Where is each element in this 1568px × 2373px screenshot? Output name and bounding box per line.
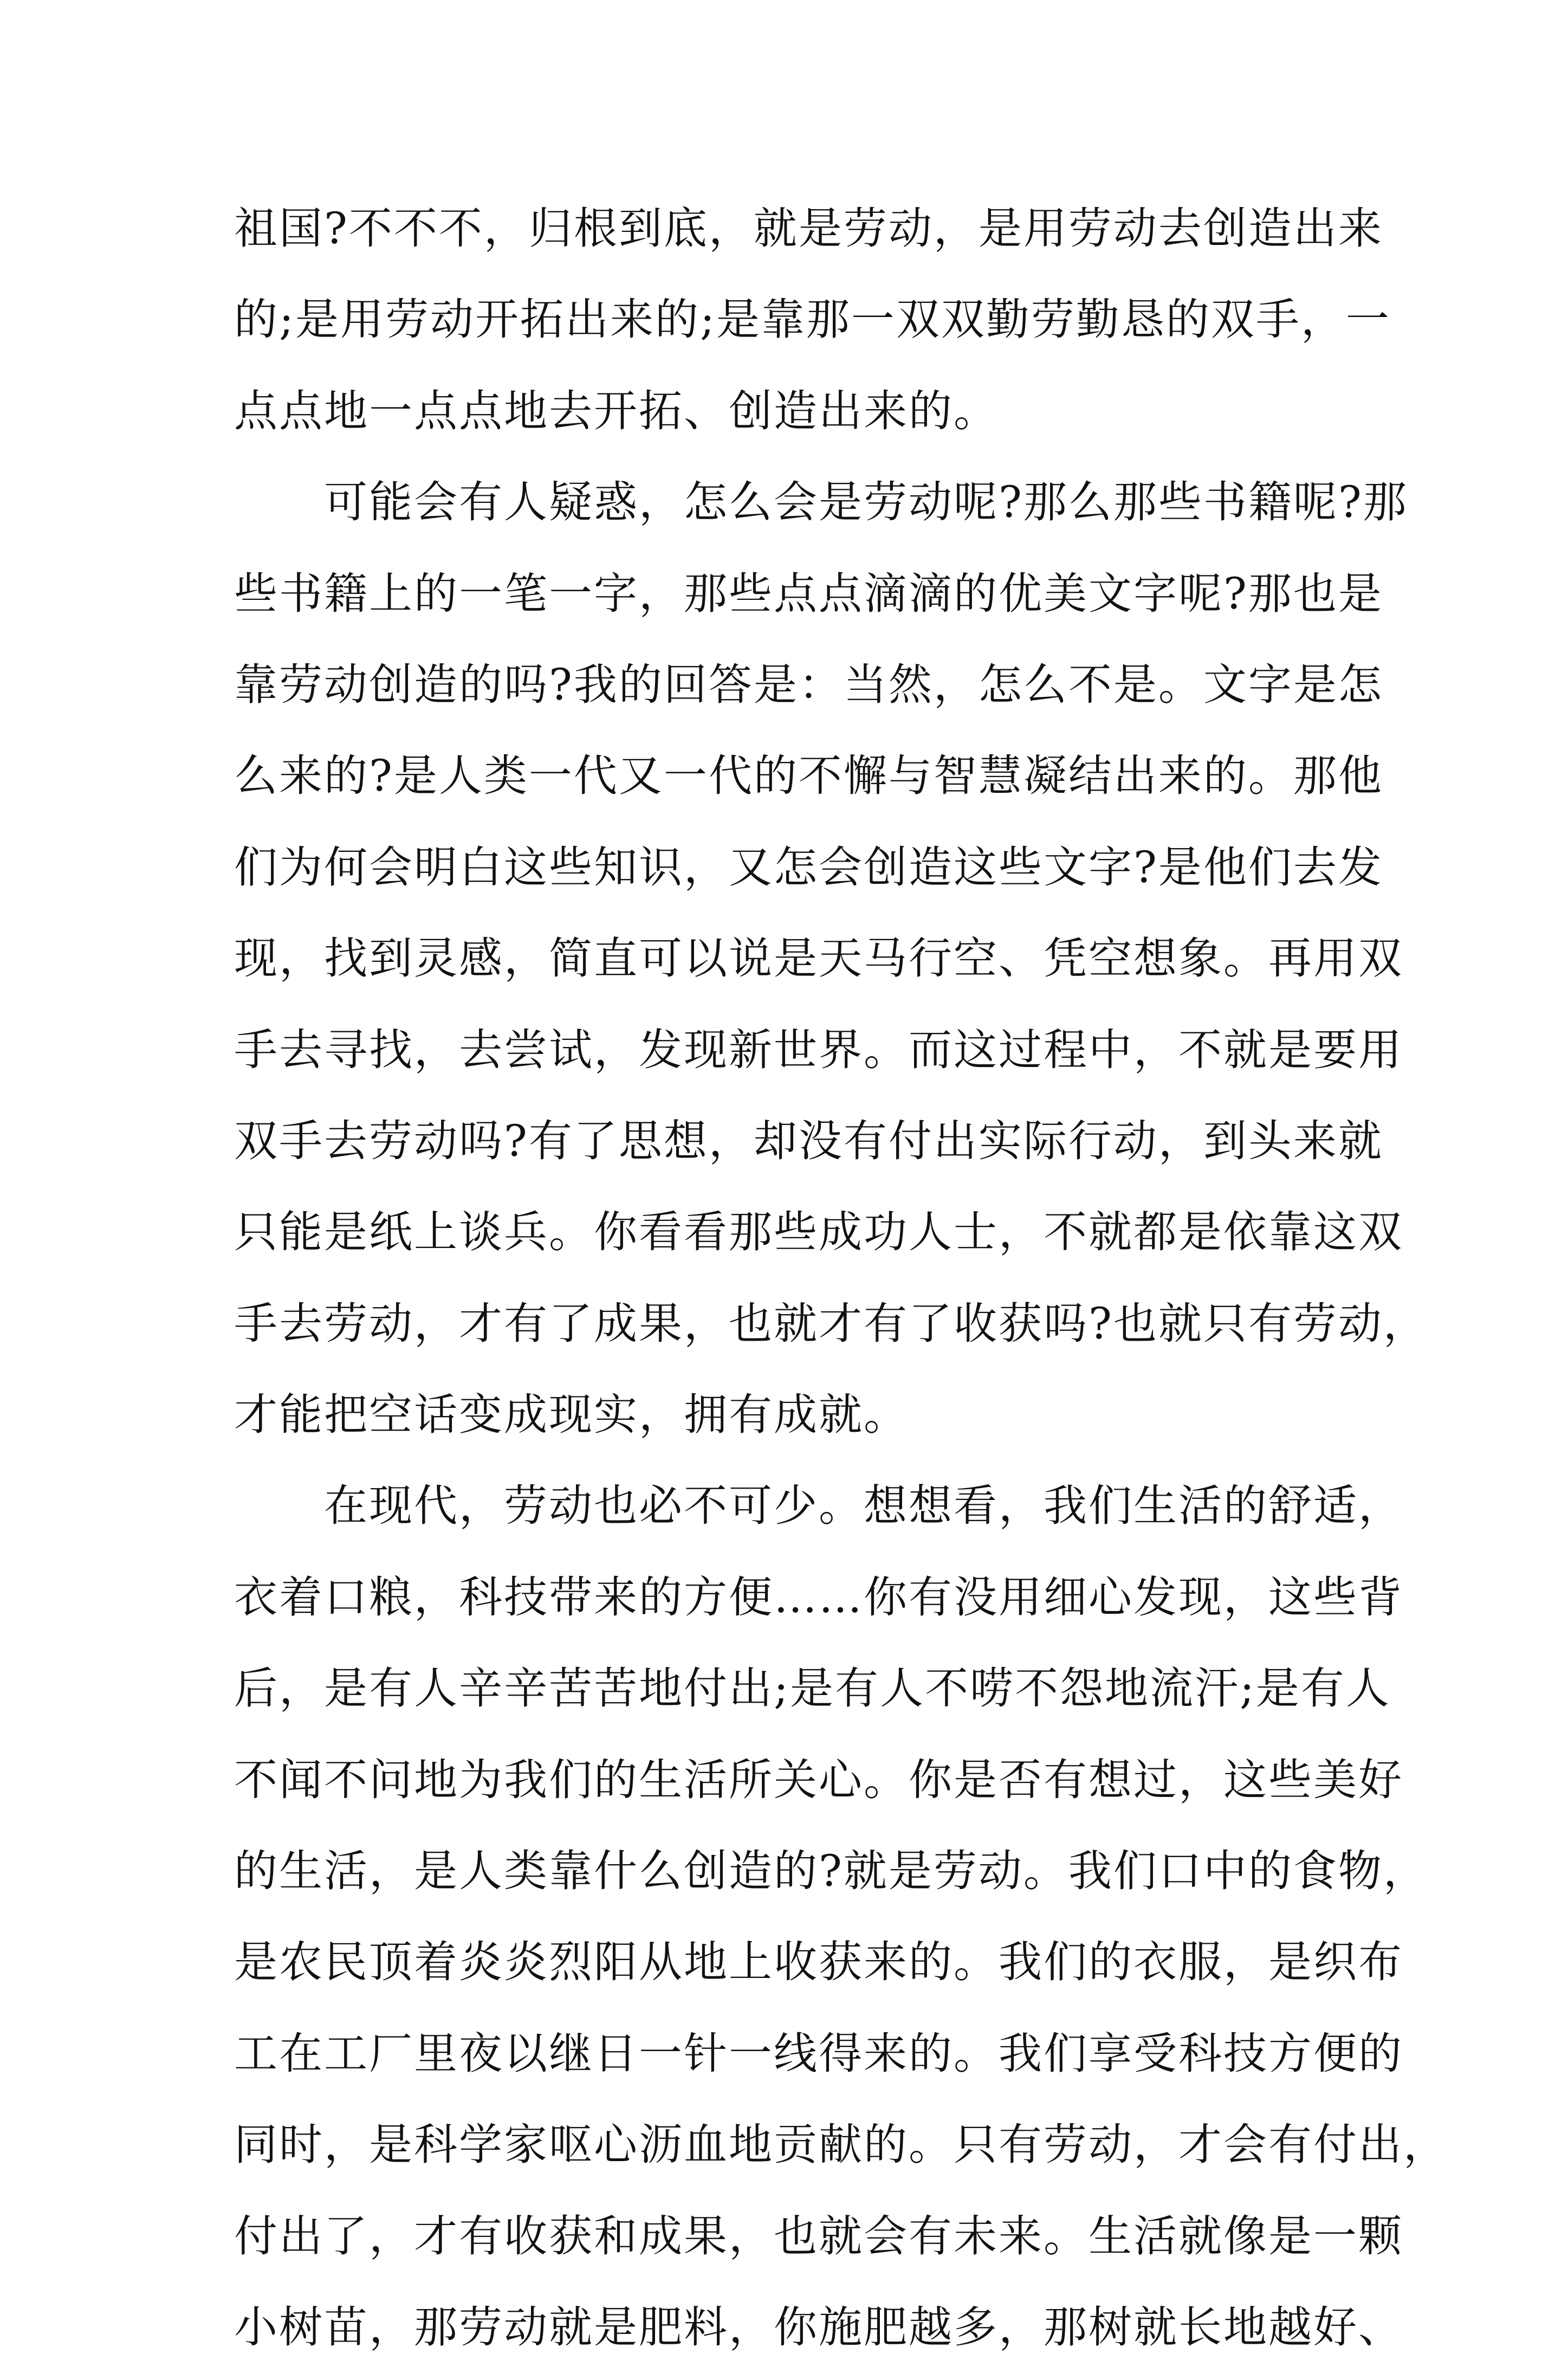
text-line: 同时，是科学家呕心沥血地贡献的。只有劳动，才会有付出， [234,2119,1448,2170]
text-line: 们为何会明白这些知识，又怎会创造这些文字?是他们去发 [234,842,1383,893]
body-text [234,183,1448,2373]
text-line: 是农民顶着炎炎烈阳从地上收获来的。我们的衣服，是织布 [234,1937,1403,1988]
text-line: 工在工厂里夜以继日一针一线得来的。我们享受科技方便的 [234,2028,1403,2079]
text-line: 只能是纸上谈兵。你看看那些成功人士，不就都是依靠这双 [234,1207,1403,1258]
text-line: 点点地一点点地去开拓、创造出来的。 [234,385,999,436]
text-line: 祖国?不不不，归根到底，就是劳动，是用劳动去创造出来 [234,203,1383,254]
text-line: 的生活，是人类靠什么创造的?就是劳动。我们口中的食物， [234,1846,1428,1897]
text-line: 双手去劳动吗?有了思想，却没有付出实际行动，到头来就 [234,1115,1383,1166]
text-line: 手去寻找，去尝试，发现新世界。而这过程中，不就是要用 [234,1024,1403,1075]
text-line: 才能把空话变成现实，拥有成就。 [234,1389,909,1440]
text-line: 小树苗，那劳动就是肥料，你施肥越多，那树就长地越好、 [234,2301,1403,2352]
text-line: 的;是用劳动开拓出来的;是靠那一双双勤劳勤恳的双手，一 [234,294,1391,345]
text-line: 可能会有人疑惑，怎么会是劳动呢?那么那些书籍呢?那 [234,477,1408,528]
text-line: 在现代，劳动也必不可少。想想看，我们生活的舒适， [234,1480,1403,1531]
text-line: 衣着口粮，科技带来的方便……你有没用细心发现，这些背 [234,1572,1403,1622]
text-line: 手去劳动，才有了成果，也就才有了收获吗?也就只有劳动， [234,1298,1428,1349]
text-line: 不闻不问地为我们的生活所关心。你是否有想过，这些美好 [234,1754,1403,1805]
text-line: 后，是有人辛辛苦苦地付出;是有人不唠不怨地流汗;是有人 [234,1663,1391,1714]
text-line: 靠劳动创造的吗?我的回答是：当然，怎么不是。文字是怎 [234,659,1383,710]
text-line: 现，找到灵感，简直可以说是天马行空、凭空想象。再用双 [234,933,1403,984]
text-line: 些书籍上的一笔一字，那些点点滴滴的优美文字呢?那也是 [234,568,1383,619]
text-line: 付出了，才有收获和成果，也就会有未来。生活就像是一颗 [234,2210,1403,2261]
text-line: 么来的?是人类一代又一代的不懈与智慧凝结出来的。那他 [234,751,1383,801]
